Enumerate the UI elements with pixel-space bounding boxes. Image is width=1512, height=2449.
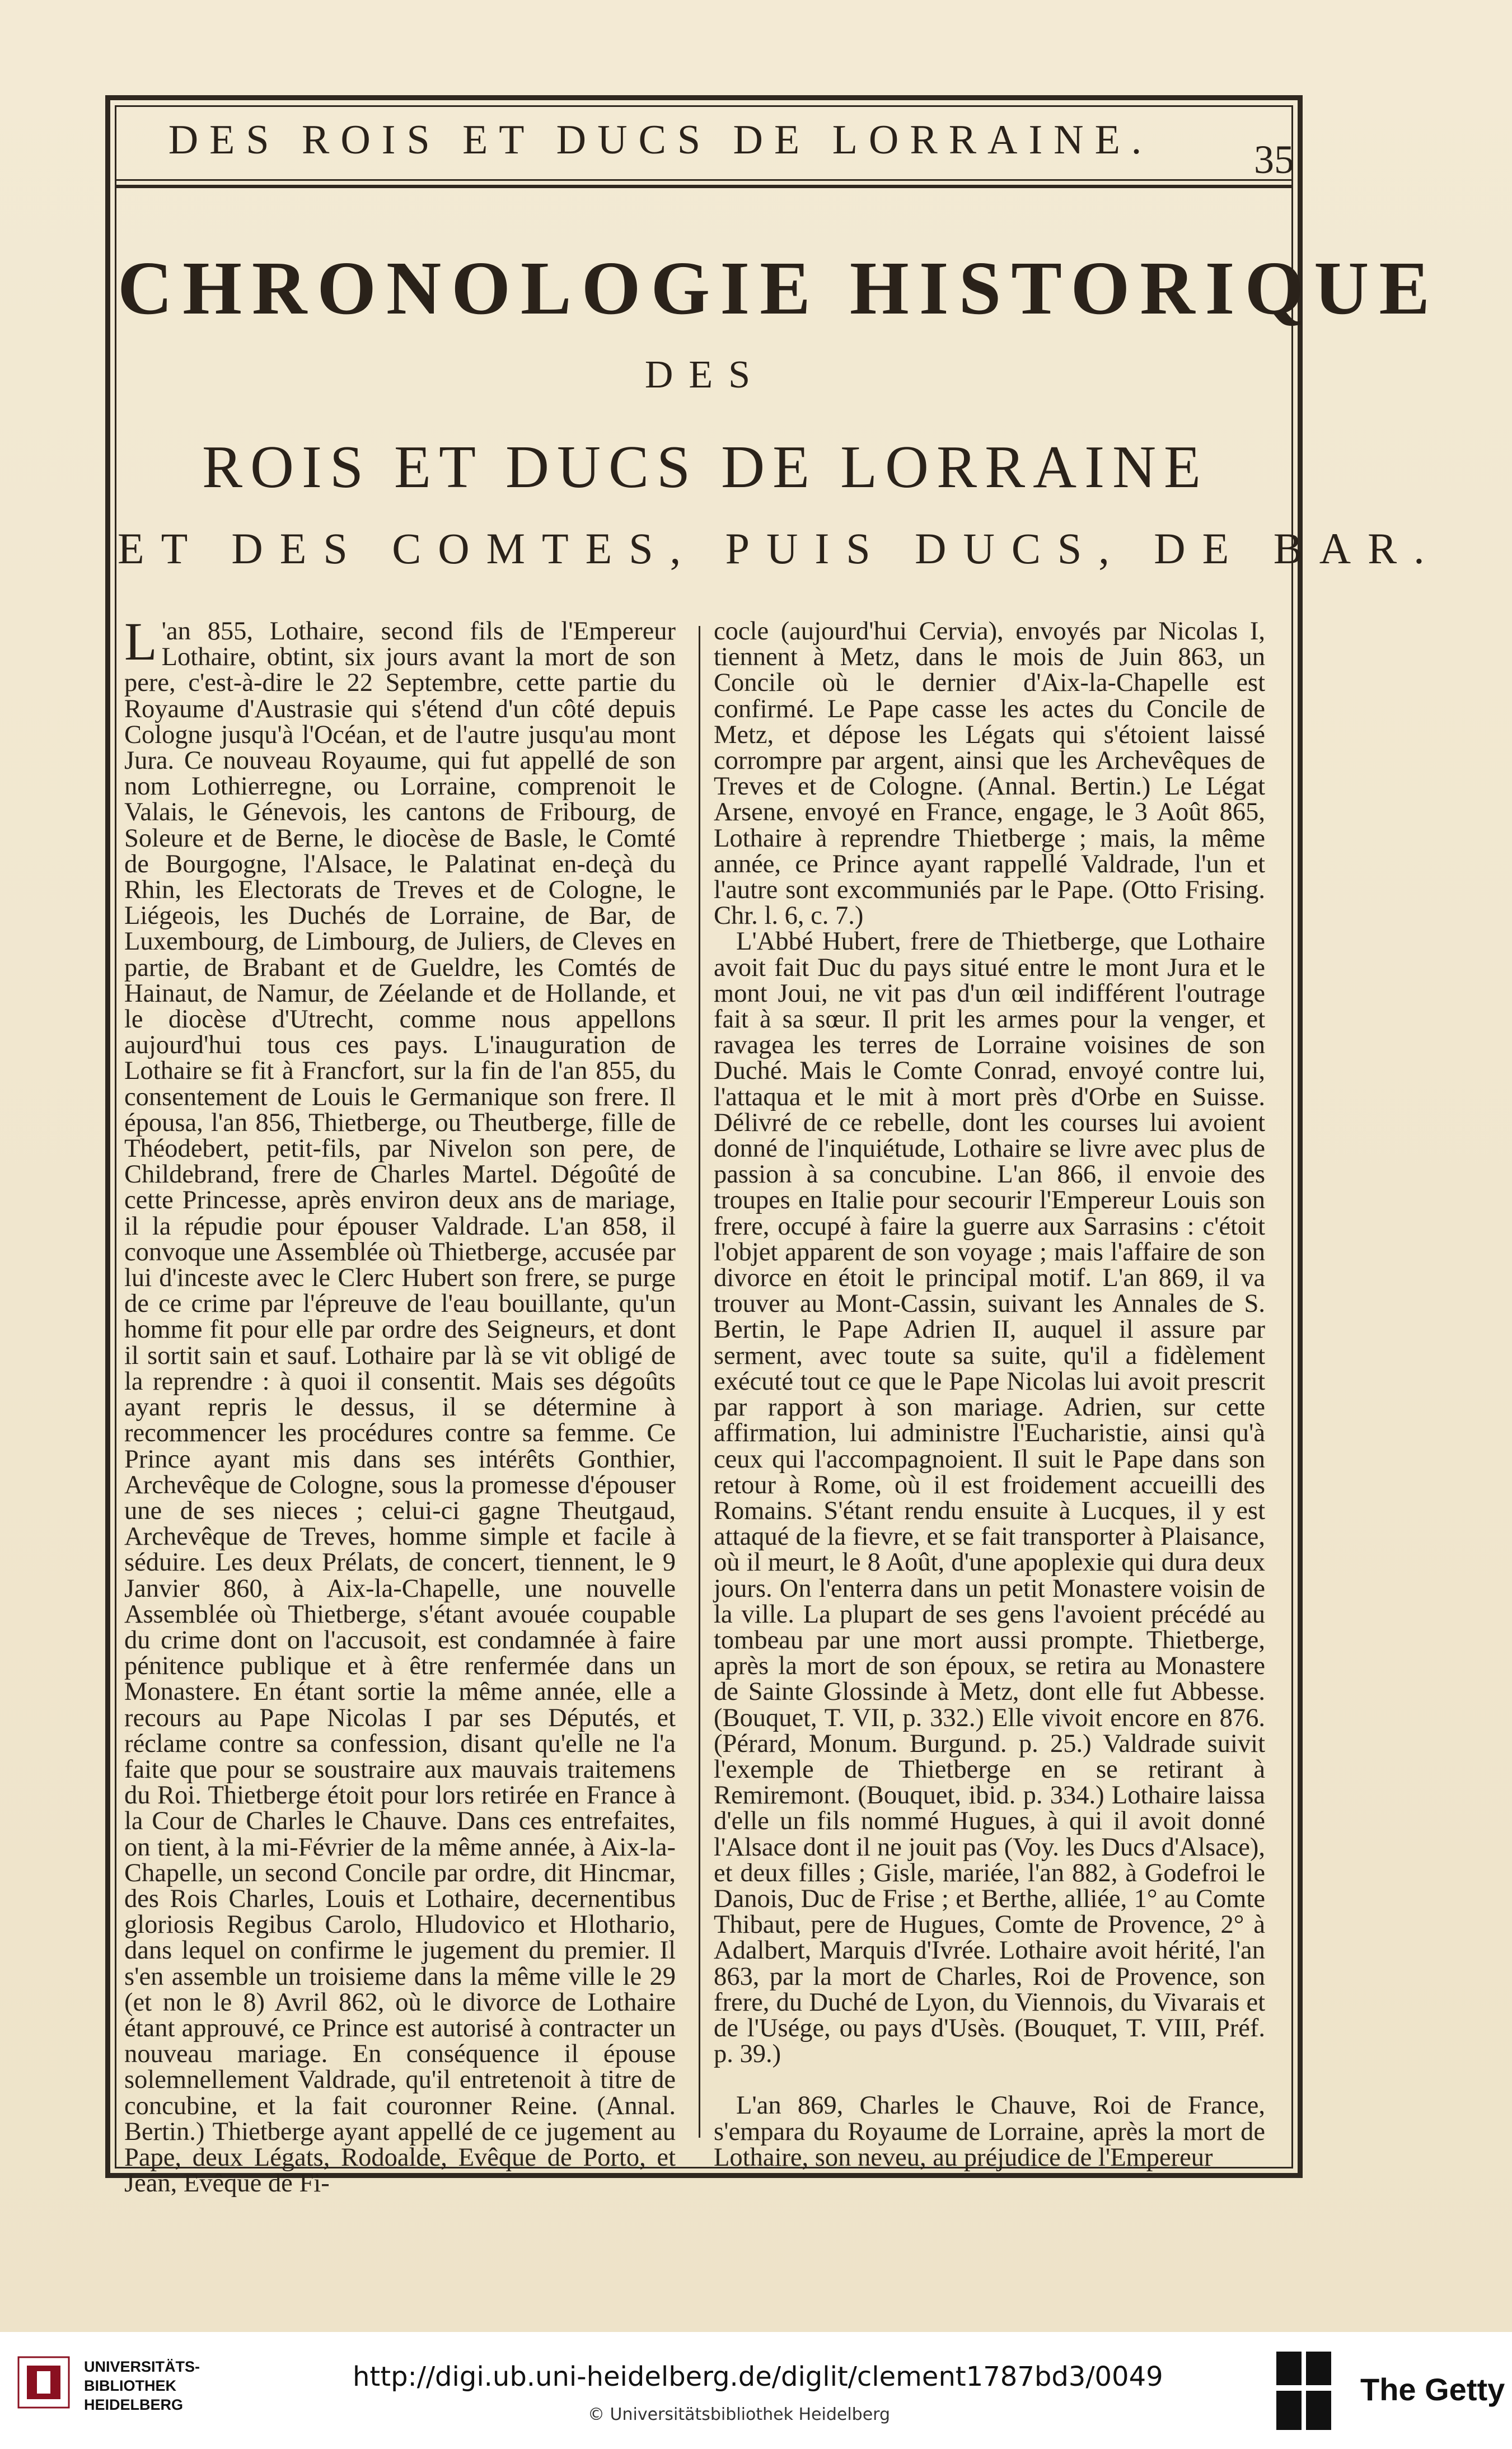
text-column-right	[714, 617, 1265, 2172]
paragraph: L'Abbé Hubert, frere de Thietberge, que Lothaire avoit fait Duc du pays situé entre le mont Jura et le mont Joui, ne vit pas d'un œil indifférent l'outrage fait à sa sœur. Il prit les armes pour la venger, et ravagea les terres de Lorraine voisines de son Duché. Mais le Comte Conrad, envoyé contre lui, l'attaqua et le mit à mort près d'Orbe en Suisse. Délivré de ce rebelle, dont les courses lui avoient donné de l'inquiétude, Lothaire se livre avec plus de passion à sa concubine. L'an 866, il envoie des troupes en Italie pour secourir l'Empereur Louis son frere, occupé à faire la guerre aux Sarrasins : c'étoit l'objet apparent de son voyage ; mais l'affaire de son divorce en étoit le principal motif. L'an 869, il va trouver au Mont-Cassin, suivant les Annales de S. Bertin, le Pape Adrien II, auquel il assure par serment, avec toute sa suite, qu'il a fidèlement exécuté tout ce que le Pape Nicolas lui avoit prescrit par rapport à son mariage. Adrien, sur cette affirmation, lui administre l'Eucharistie, ainsi qu'à ceux qui l'accompagnoient. Il suit le Pape dans son retour à Rome, où il est froidement accueilli des Romains. S'étant rendu ensuite à Lucques, il y est attaqué de la fievre, et se fait transporter à Plaisance, où il meurt, le 8 Août, d'une apoplexie qui dura deux jours. On l'enterra dans un petit Monastere voisin de la ville. La plupart de ses gens l'avoient précédé au tombeau par une mort aussi prompte. Thietberge, après la mort de son époux, se retira au Monastere de Sainte Glossinde à Metz, dont elle fut Abbesse. (Bouquet, T. VII, p. 332.) Elle vivoit encore en 876. (Pérard, Monum. Burgund. p. 25.) Valdrade suivit l'exemple de Thietberge en se retirant à Remiremont. (Bouquet, ibid. p. 334.) Lothaire laissa d'elle un fils nommé Hugues, à qui il avoit donné l'Alsace dont il ne jouit pas (Voy. les Ducs d'Alsace), et deux filles ; Gisle, mariée, l'an 882, à Godefroi le Danois, Duc de Frise ; et Berthe, alliée, 1° au Comte Thibaut, pere de Hugues, Comte de Provence, 2° à Adalbert, Marquis d'Ivrée. Lothaire avoit hérité, l'an 863, par la mort de Charles, Roi de Provence, son frere, du Duché de Lyon, du Viennois, du Vivarais et de l'Usége, ou pays d'Usès. (Bouquet, T. VIII, Préf. p. 39.)	[714, 927, 1265, 2069]
title-rois-ducs: ROIS ET DUCS DE LORRAINE	[202, 434, 1209, 501]
drop-cap: L	[124, 611, 157, 671]
text-column-left	[124, 611, 676, 2198]
main-title: CHRONOLOGIE HISTORIQUE	[118, 246, 1440, 330]
page-number: 35	[1254, 137, 1294, 182]
running-head: DES ROIS ET DUCS DE LORRAINE.	[168, 117, 1153, 163]
paragraph: L'an 869, Charles le Chauve, Roi de France, s'empara du Royaume de Lorraine, après la mort de Lothaire, son neveu, au préjudice de l'Empereur	[714, 2091, 1265, 2172]
permalink-url[interactable]: http://digi.ub.uni-heidelberg.de/diglit/clement1787bd3/0049	[353, 2361, 1163, 2392]
header-rule	[115, 179, 1293, 181]
institution-name: UNIVERSITÄTS- BIBLIOTHEK HEIDELBERG	[84, 2358, 200, 2413]
footer-bar	[0, 2332, 1512, 2449]
paragraph: cocle (aujourd'hui Cervia), envoyés par Nicolas I, tiennent à Metz, dans le mois de Juin 863, un Concile où le dernier d'Aix-la-Chapelle est confirmé. Le Pape casse les actes du Concile de Metz, et dépose les Légats qui s'étoient laissé corrompre par argent, ainsi que les Archevêques de Treves et de Cologne. (Annal. Bertin.) Le Légat Arsene, envoyé en France, engage, le 3 Août 865, Lothaire à reprendre Thietberge ; mais, la même année, ce Prince ayant rappellé Valdrade, l'un et l'autre sont excommuniés par le Pape. (Otto Frising. Chr. l. 6, c. 7.)	[714, 617, 1265, 931]
header-rule-thick	[115, 185, 1293, 188]
title-line-des: DES	[644, 353, 766, 396]
university-logo-icon	[16, 2354, 72, 2410]
getty-logo-icon	[1274, 2349, 1335, 2433]
partner-name: The Getty	[1360, 2372, 1505, 2407]
title-comtes-bar: ET DES COMTES, PUIS DUCS, DE BAR.	[118, 524, 1441, 573]
column-divider	[699, 626, 700, 2138]
paragraph-text: 'an 855, Lothaire, second fils de l'Empereur Lothaire, obtint, six jours avant la mort de son pere, c'est-à-dire le 22 Septembre, cette partie du Royaume d'Austrasie qui s'étend d'un côté depuis Cologne jusqu'à l'Océan, et de l'autre jusqu'au mont Jura. Ce nouveau Royaume, qui fut appellé de son nom Lothierregne, ou Lorraine, comprenoit le Valais, le Génevois, les cantons de Fribourg, de Soleure et de Berne, le diocèse de Basle, le Comté de Bourgogne, l'Alsace, le Palatinat en-deçà du Rhin, les Electorats de Treves et de Cologne, le Liégeois, les Duchés de Lorraine, de Bar, de Luxembourg, de Limbourg, de Juliers, de Cleves en partie, de Brabant et de Gueldre, les Comtés de Hainaut, de Namur, de Zéelande et de Hollande, et le diocèse d'Utrecht, comme nous appellons aujourd'hui tous ces pays. L'inauguration de Lothaire se fit à Francfort, sur la fin de l'an 855, du consentement de Louis le Germanique son frere. Il épousa, l'an 856, Thietberge, ou Theutberge, fille de Théodebert, petit-fils, par Nivelon son pere, de Childebrand, frere de Charles Martel. Dégoûté de cette Princesse, après environ deux ans de mariage, il la répudie pour épouser Valdrade. L'an 858, il convoque une Assemblée où Thietberge, accusée par lui d'inceste avec le Clerc Hubert son frere, se purge de ce crime par l'épreuve de l'eau bouillante, qu'un homme fit pour elle par ordre des Seigneurs, et dont il sortit sain et sauf. Lothaire par là se vit obligé de la reprendre : à quoi il consentit. Mais ses dégoûts ayant repris le dessus, il se détermine à recommencer les procédures contre sa femme. Ce Prince ayant mis dans ses intérêts Gonthier, Archevêque de Cologne, sous la promesse d'épouser une de ses nieces ; celui-ci gagne Theutgaud, Archevêque de Treves, homme simple et facile à séduire. Les deux Prélats, de concert, tiennent, le 9 Janvier 860, à Aix-la-Chapelle, une nouvelle Assemblée où Thietberge, s'étant avouée coupable du crime dont on l'accusoit, est condamnée à faire pénitence publique et à être renfermée dans un Monastere. En étant sortie la même année, elle a recours au Pape Nicolas I par ses Députés, et réclame contre sa confession, disant qu'elle ne l'a faite que pour se soustraire aux mauvais traitemens du Roi. Thietberge étoit pour lors retirée en France à la Cour de Charles le Chauve. Dans ces entrefaites, on tient, à la mi-Février de la même année, à Aix-la-Chapelle, un second Concile par ordre, dit Hincmar, des Rois Charles, Louis et Lothaire, decernentibus gloriosis Regibus Carolo, Hludovico et Hlothario, dans lequel on confirme le jugement du premier. Il s'en assemble un troisieme dans la même ville le 29 (et non le 8) Avril 862, où le divorce de Lothaire étant approuvé, ce Prince est autorisé à contracter un nouveau mariage. En conséquence il épouse solemnellement Valdrade, qu'il entretenoit à titre de concubine, et la fait couronner Reine. (Annal. Bertin.) Thietberge ayant appellé de ce jugement au Pape, deux Légats, Rodoalde, Evêque de Porto, et Jean, Evêque de Fi-	[124, 617, 676, 2198]
paragraph	[124, 611, 676, 2198]
copyright-notice: © Universitätsbibliothek Heidelberg	[588, 2405, 891, 2424]
